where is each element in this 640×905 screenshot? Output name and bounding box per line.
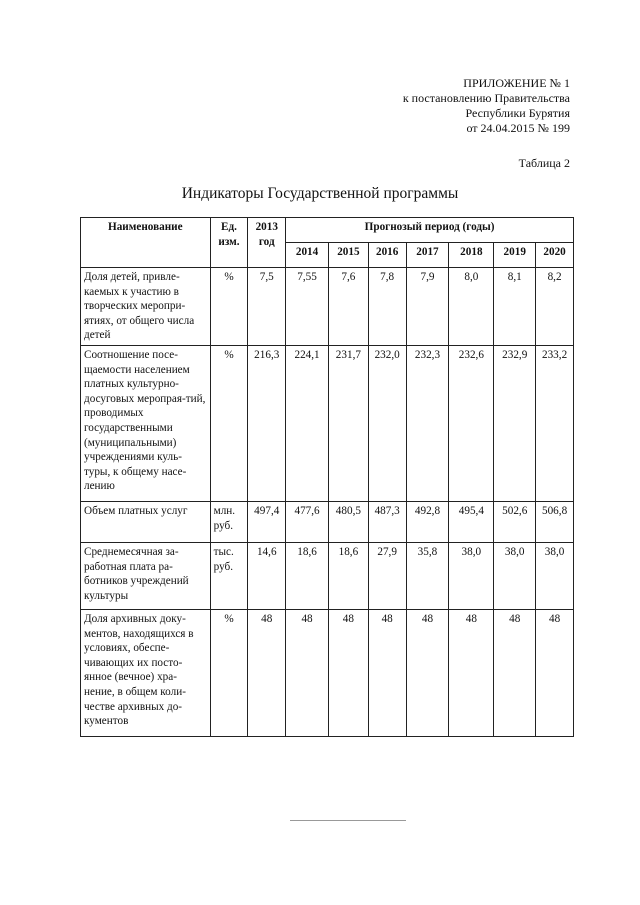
- header-year: 2018: [449, 243, 494, 268]
- table-row: [81, 609, 574, 736]
- table-label: Таблица 2: [518, 156, 570, 170]
- appendix-title: ПРИЛОЖЕНИЕ № 1: [463, 76, 570, 90]
- value-cell: 35,8: [406, 542, 449, 609]
- value-cell: 27,9: [368, 542, 406, 609]
- header-forecast-period: Прогнозый период (годы): [286, 218, 574, 243]
- value-cell: 495,4: [449, 501, 494, 542]
- value-cell: 8,1: [494, 268, 536, 346]
- header-year: 2017: [406, 243, 449, 268]
- header-year: 2014: [286, 243, 329, 268]
- header-year: 2015: [328, 243, 368, 268]
- appendix-resolution: к постановлению Правительства: [402, 91, 570, 105]
- indicator-name: Доля детей, привле-каемых к участию в творческих меропри-ятиях, от общего числа детей: [81, 268, 211, 346]
- value-cell: 14,6: [248, 542, 286, 609]
- value-cell: 8,0: [449, 268, 494, 346]
- appendix-date: от 24.04.2015 № 199: [466, 121, 570, 135]
- value-cell: 480,5: [328, 501, 368, 542]
- value-cell: 232,0: [368, 345, 406, 501]
- header-base-year: 2013 год: [248, 218, 286, 268]
- indicator-unit: %: [210, 609, 248, 736]
- appendix-block: [310, 76, 570, 136]
- value-cell: 18,6: [286, 542, 329, 609]
- value-cell: 7,8: [368, 268, 406, 346]
- value-cell: 38,0: [494, 542, 536, 609]
- value-cell: 38,0: [449, 542, 494, 609]
- indicator-name: Доля архивных доку-ментов, находящихся в условиях, обеспе-чивающих их посто-янное (вечное) хра-нение, в общем коли-честве архивных до-кументов: [81, 609, 211, 736]
- value-cell: 18,6: [328, 542, 368, 609]
- value-cell: 7,55: [286, 268, 329, 346]
- value-cell: 38,0: [536, 542, 574, 609]
- indicator-name: Соотношение посе-щаемости населением платных культурно-досуговых меропрая-тий, проводимых государственными (муниципальными) учреждениями куль-туры, к общему насе-лению: [81, 345, 211, 501]
- value-cell: 48: [536, 609, 574, 736]
- indicator-name: Среднемесячная за-работная плата ра-ботников учреждений культуры: [81, 542, 211, 609]
- header-name: Наименование: [81, 218, 211, 268]
- header-year: 2019: [494, 243, 536, 268]
- value-cell: 7,9: [406, 268, 449, 346]
- value-cell: 48: [449, 609, 494, 736]
- value-cell: 233,2: [536, 345, 574, 501]
- table-row: [81, 345, 574, 501]
- table-row: [81, 542, 574, 609]
- header-year: 2020: [536, 243, 574, 268]
- value-cell: 216,3: [248, 345, 286, 501]
- value-cell: 502,6: [494, 501, 536, 542]
- appendix-republic: Республики Бурятия: [465, 106, 570, 120]
- value-cell: 506,8: [536, 501, 574, 542]
- indicator-unit: %: [210, 268, 248, 346]
- indicators-table: [80, 217, 574, 737]
- indicator-name: Объем платных услуг: [81, 501, 211, 542]
- value-cell: 487,3: [368, 501, 406, 542]
- value-cell: 232,6: [449, 345, 494, 501]
- value-cell: 48: [368, 609, 406, 736]
- value-cell: 48: [248, 609, 286, 736]
- indicator-unit: млн. руб.: [210, 501, 248, 542]
- value-cell: 232,9: [494, 345, 536, 501]
- value-cell: 7,5: [248, 268, 286, 346]
- value-cell: 48: [286, 609, 329, 736]
- document-title: Индикаторы Государственной программы: [181, 185, 459, 202]
- value-cell: 492,8: [406, 501, 449, 542]
- table-row: [81, 501, 574, 542]
- table-row: [81, 268, 574, 346]
- value-cell: 48: [406, 609, 449, 736]
- value-cell: 48: [328, 609, 368, 736]
- header-unit: Ед. изм.: [210, 218, 248, 268]
- value-cell: 224,1: [286, 345, 329, 501]
- value-cell: 497,4: [248, 501, 286, 542]
- value-cell: 48: [494, 609, 536, 736]
- value-cell: 8,2: [536, 268, 574, 346]
- header-year: 2016: [368, 243, 406, 268]
- value-cell: 477,6: [286, 501, 329, 542]
- value-cell: 231,7: [328, 345, 368, 501]
- indicator-unit: %: [210, 345, 248, 501]
- bottom-divider: [290, 820, 406, 821]
- value-cell: 7,6: [328, 268, 368, 346]
- value-cell: 232,3: [406, 345, 449, 501]
- indicator-unit: тыс. руб.: [210, 542, 248, 609]
